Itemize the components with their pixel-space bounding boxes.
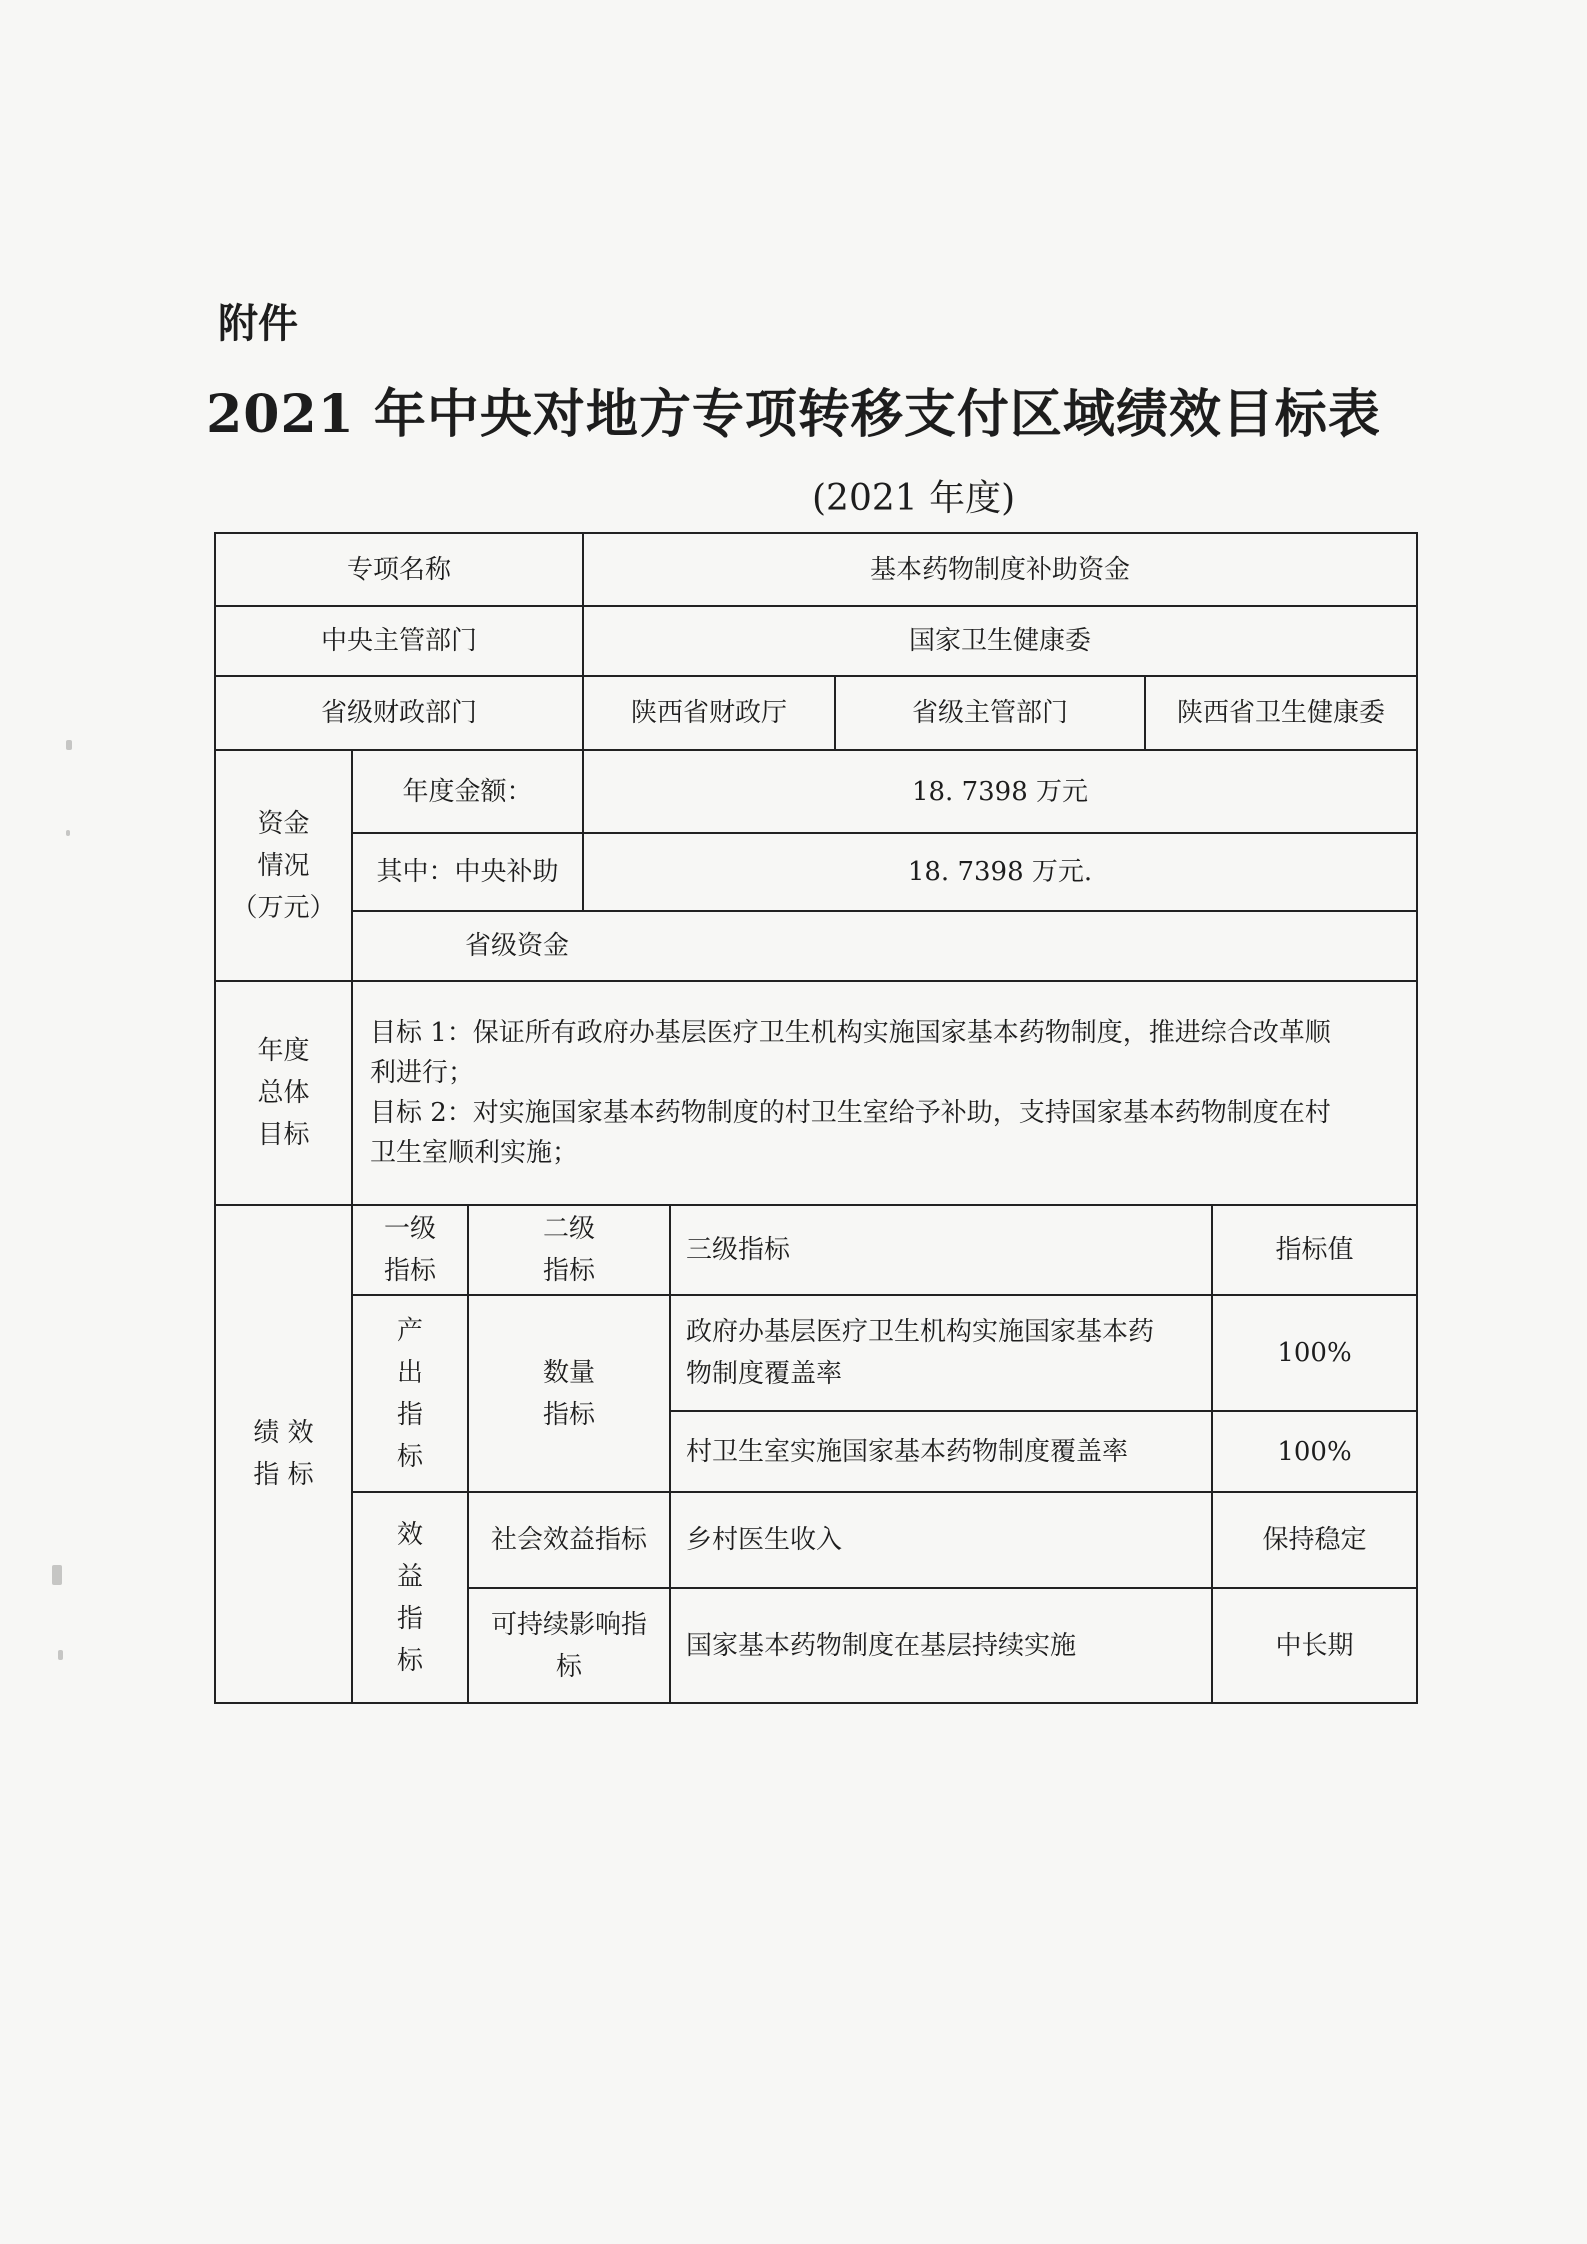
central-dept-label: 中央主管部门 <box>320 626 477 656</box>
provincial-finance-value: 陕西省财政厅 <box>630 698 787 728</box>
social-benefit-label: 社会效益指标 <box>490 1525 647 1555</box>
funds-group-label: 资金 情况 （万元） <box>231 808 336 923</box>
social-benefit-value: 保持稳定 <box>1262 1525 1367 1555</box>
page-title: 2021 年中央对地方专项转移支付区域绩效目标表 <box>206 384 1381 445</box>
provincial-dept-label: 省级主管部门 <box>911 698 1068 728</box>
quantity-indicator-label: 数量 指标 <box>542 1357 595 1430</box>
social-benefit-indicator: 乡村医生收入 <box>686 1525 843 1555</box>
table-row: 政府办基层医疗卫生机构实施国家基本药 物制度覆盖率 <box>686 1317 1155 1389</box>
sustain-impact-indicator: 国家基本药物制度在基层持续实施 <box>686 1630 1077 1661</box>
central-subsidy-value: 18. 7398 万元. <box>907 857 1093 887</box>
annual-amount-label: 年度金额： <box>402 776 533 807</box>
annual-goal-label: 年度 总体 目标 <box>257 1036 310 1150</box>
provincial-funds-label: 省级资金 <box>464 931 569 961</box>
performance-label: 绩 效 指 标 <box>253 1418 314 1490</box>
annual-goal-text: 目标 1：保证所有政府办基层医疗卫生机构实施国家基本药物制度，推进综合改革顺 利进行； 目标 2：对实施国家基本药物制度的村卫生室给予补助，支持国家基本药物制度在村 卫生室顺利实施； <box>370 1018 1331 1168</box>
scan-mark <box>66 830 70 836</box>
scan-mark <box>66 740 72 750</box>
level1-header: 一级 指标 <box>383 1214 436 1286</box>
table-row: 村卫生室实施国家基本药物制度覆盖率 <box>686 1436 1129 1467</box>
benefit-indicator-label: 效 益 指 标 <box>396 1519 423 1676</box>
provincial-dept-value: 陕西省卫生健康委 <box>1176 698 1385 728</box>
scan-mark <box>52 1565 62 1585</box>
level3-header: 三级指标 <box>686 1235 791 1265</box>
indicator-value: 100% <box>1277 1338 1352 1368</box>
provincial-funds-value <box>583 911 1417 981</box>
central-subsidy-label: 其中：中央补助 <box>376 857 559 887</box>
project-name-label: 专项名称 <box>346 554 451 585</box>
level2-header: 二级 指标 <box>542 1214 595 1286</box>
indicator-value: 100% <box>1277 1436 1352 1467</box>
central-dept-value: 国家卫生健康委 <box>908 626 1091 656</box>
attachment-label: 附件 <box>218 301 298 347</box>
value-header: 指标值 <box>1275 1235 1354 1265</box>
sustain-impact-label: 可持续影响指 标 <box>490 1609 647 1682</box>
page-subtitle: (2021 年度) <box>812 478 1016 519</box>
project-name-value: 基本药物制度补助资金 <box>869 554 1130 585</box>
output-indicator-label: 产 出 指 标 <box>396 1315 423 1472</box>
annual-amount-value: 18. 7398 万元 <box>911 776 1089 807</box>
scan-mark <box>58 1650 63 1660</box>
sustain-impact-value: 中长期 <box>1275 1630 1354 1661</box>
provincial-finance-label: 省级财政部门 <box>320 698 477 728</box>
